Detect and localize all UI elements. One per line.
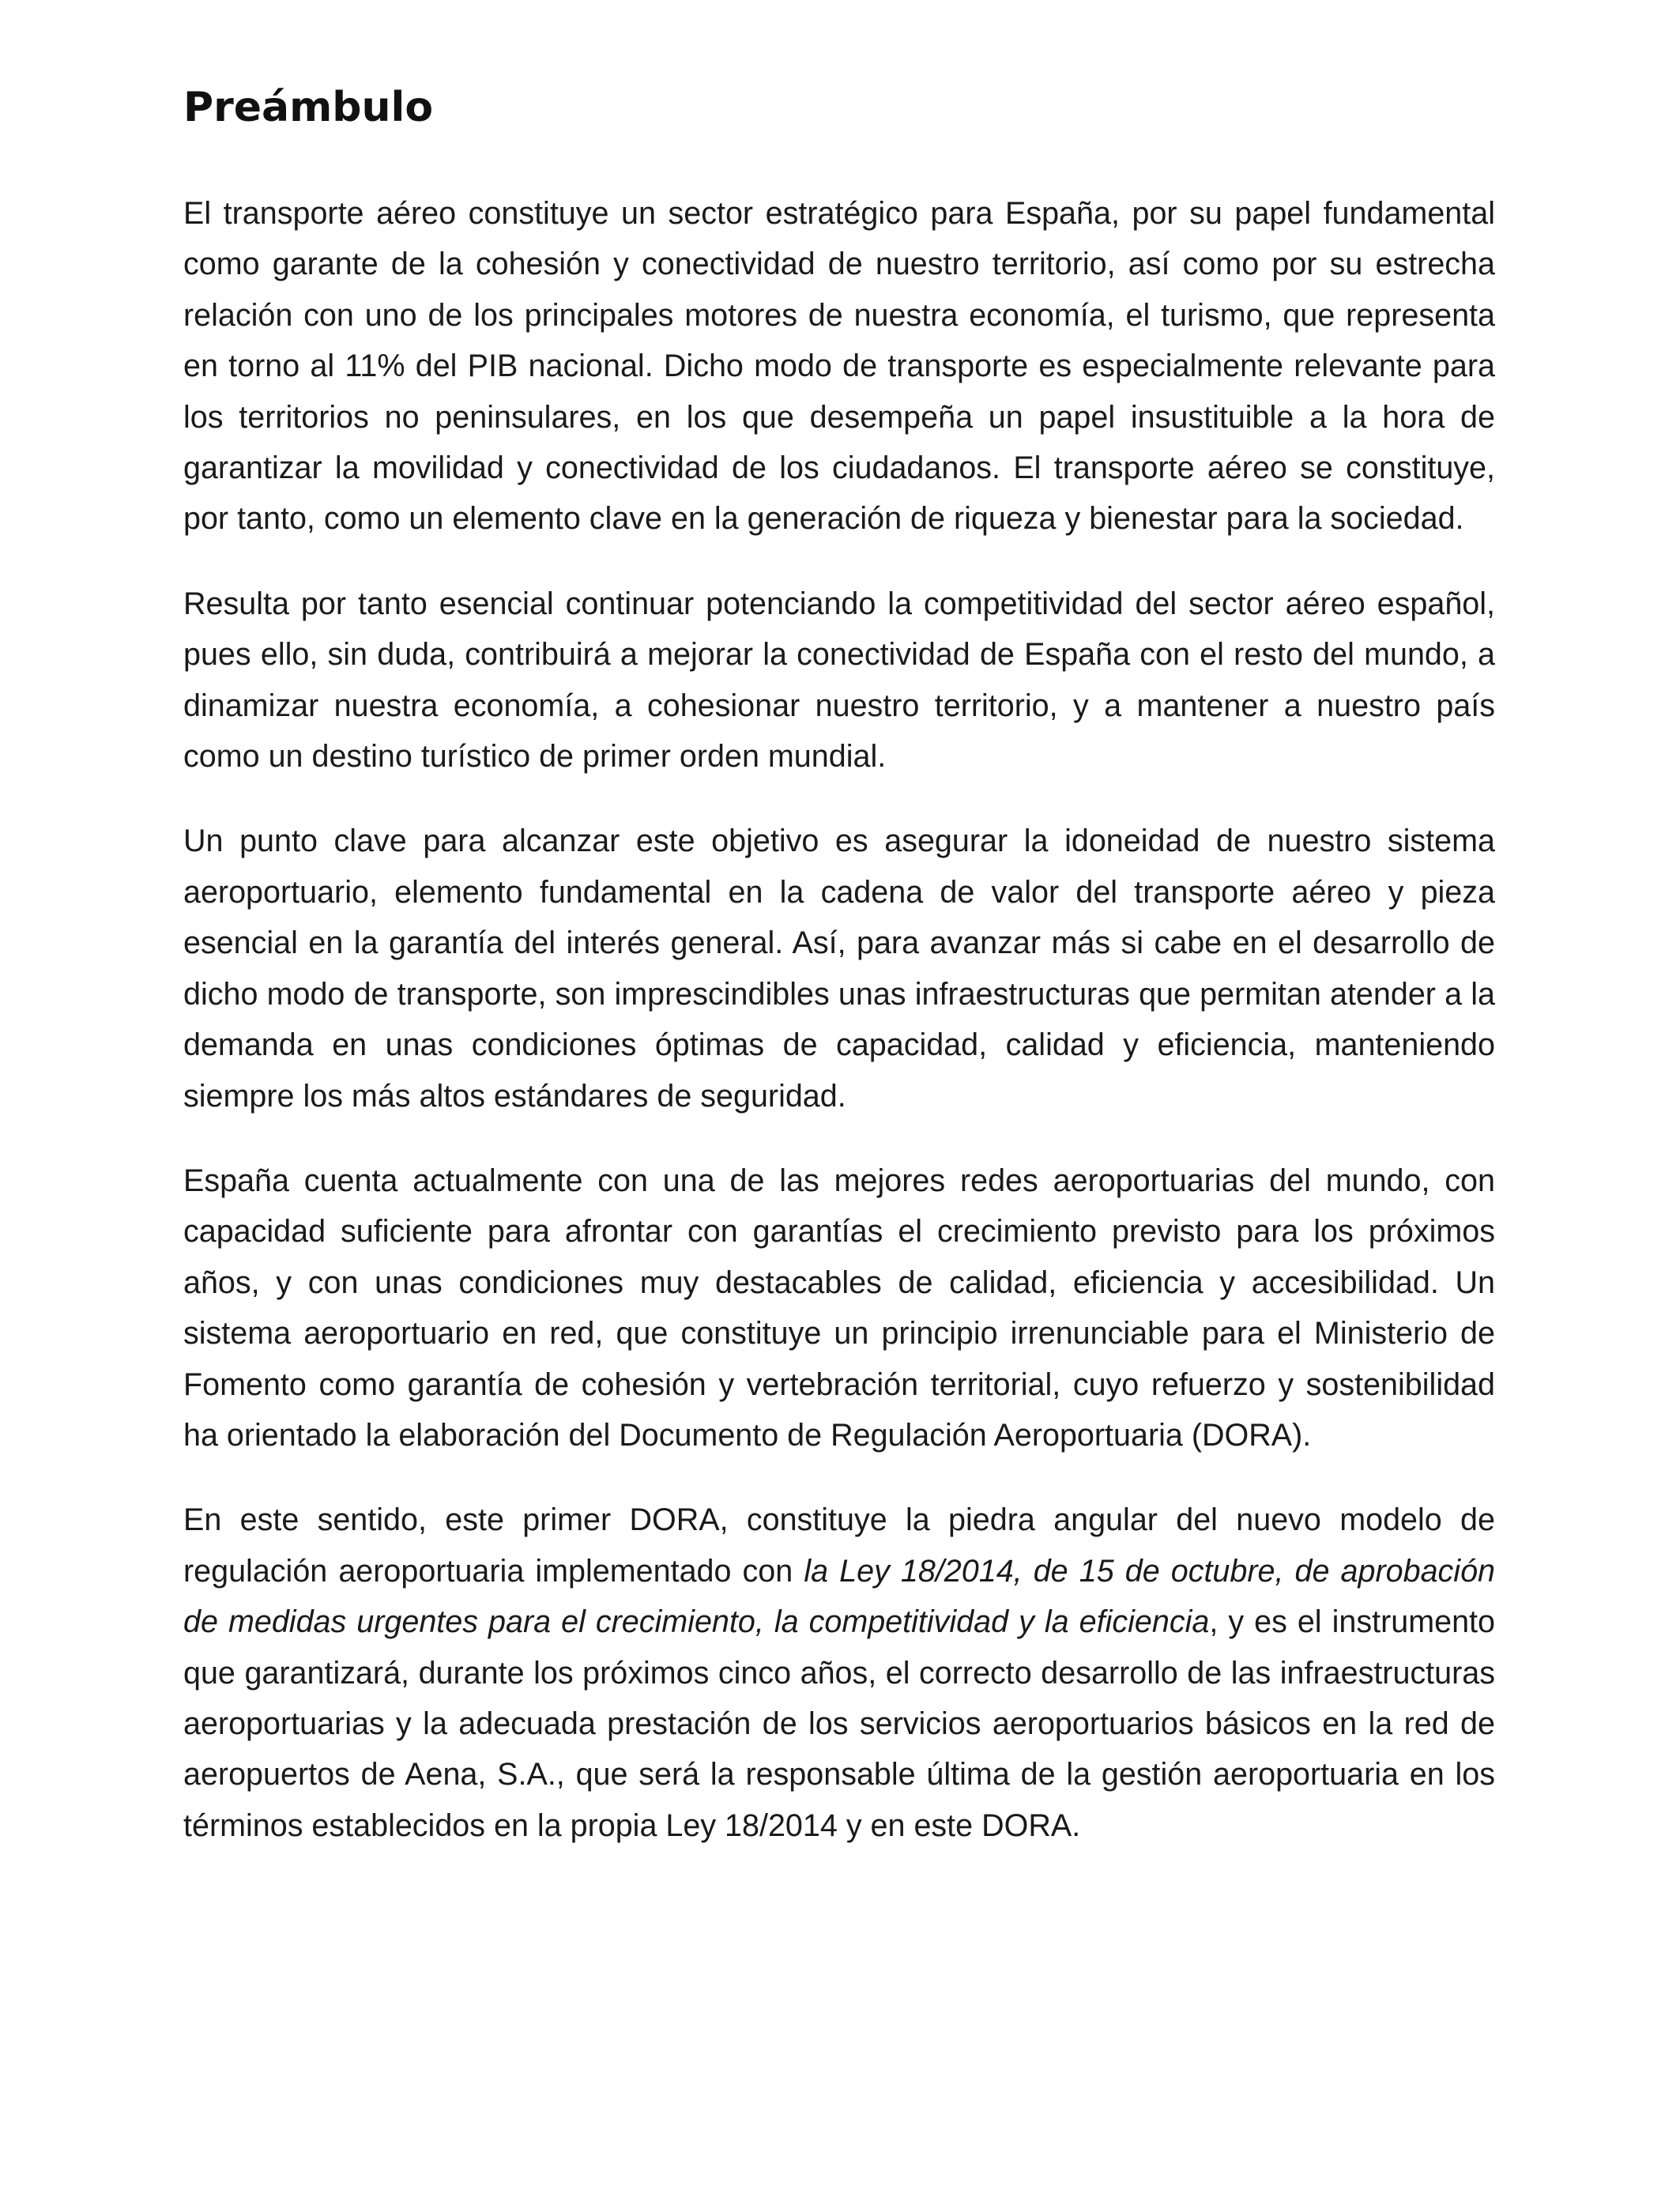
paragraph-5 bbox=[183, 1495, 1495, 1851]
law-citation: la Ley 18/2014, de 15 de octubre, de aprobación de medidas urgentes para el crecimiento, la competitividad y la eficiencia bbox=[183, 1553, 1495, 1640]
document-body bbox=[183, 188, 1495, 1885]
paragraph-5-text-after: , y es el instrumento que garantizará, durante los próximos cinco años, el correcto desarrollo de las infraestructuras aeroportuarias y la adecuada prestación de los servicios aeroportuarios básicos en la red de aeropuertos de Aena, S.A., que será la responsable última de la gestión aeroportuaria en los términos establecidos en la propia Ley 18/2014 y en este DORA. bbox=[183, 1604, 1495, 1843]
paragraph-3: Un punto clave para alcanzar este objetivo es asegurar la idoneidad de nuestro sistema aeroportuario, elemento fundamental en la cadena de valor del transporte aéreo y pieza esencial en la garantía del interés general. Así, para avanzar más si cabe en el desarrollo de dicho modo de transporte, son imprescindibles unas infraestructuras que permitan atender a la demanda en unas condiciones óptimas de capacidad, calidad y eficiencia, manteniendo siempre los más altos estándares de seguridad. bbox=[183, 824, 1495, 1114]
paragraph-1: El transporte aéreo constituye un sector estratégico para España, por su papel fundamental como garante de la cohesión y conectividad de nuestro territorio, así como por su estrecha relación con uno de los principales motores de nuestra economía, el turismo, que representa en torno al 11% del PIB nacional. Dicho modo de transporte es especialmente relevante para los territorios no peninsulares, en los que desempeña un papel insustituible a la hora de garantizar la movilidad y conectividad de los ciudadanos. El transporte aéreo se constituye, por tanto, como un elemento clave en la generación de riqueza y bienestar para la sociedad. bbox=[183, 196, 1495, 537]
page-title: Preámbulo bbox=[183, 84, 434, 131]
paragraph-2: Resulta por tanto esencial continuar potenciando la competitividad del sector aéreo español, pues ello, sin duda, contribuirá a mejorar la conectividad de España con el resto del mundo, a dinamizar nuestra economía, a cohesionar nuestro territorio, y a mantener a nuestro país como un destino turístico de primer orden mundial. bbox=[183, 586, 1495, 775]
paragraph-5-text-before: En este sentido, este primer DORA, constituye la piedra angular del nuevo modelo de regulación aeroportuaria implementado con bbox=[183, 1502, 1495, 1589]
paragraph-4: España cuenta actualmente con una de las mejores redes aeroportuarias del mundo, con capacidad suficiente para afrontar con garantías el crecimiento previsto para los próximos años, y con unas condiciones muy destacables de calidad, eficiencia y accesibilidad. Un sistema aeroportuario en red, que constituye un principio irrenunciable para el Ministerio de Fomento como garantía de cohesión y vertebración territorial, cuyo refuerzo y sostenibilidad ha orientado la elaboración del Documento de Regulación Aeroportuaria (DORA). bbox=[183, 1163, 1495, 1453]
